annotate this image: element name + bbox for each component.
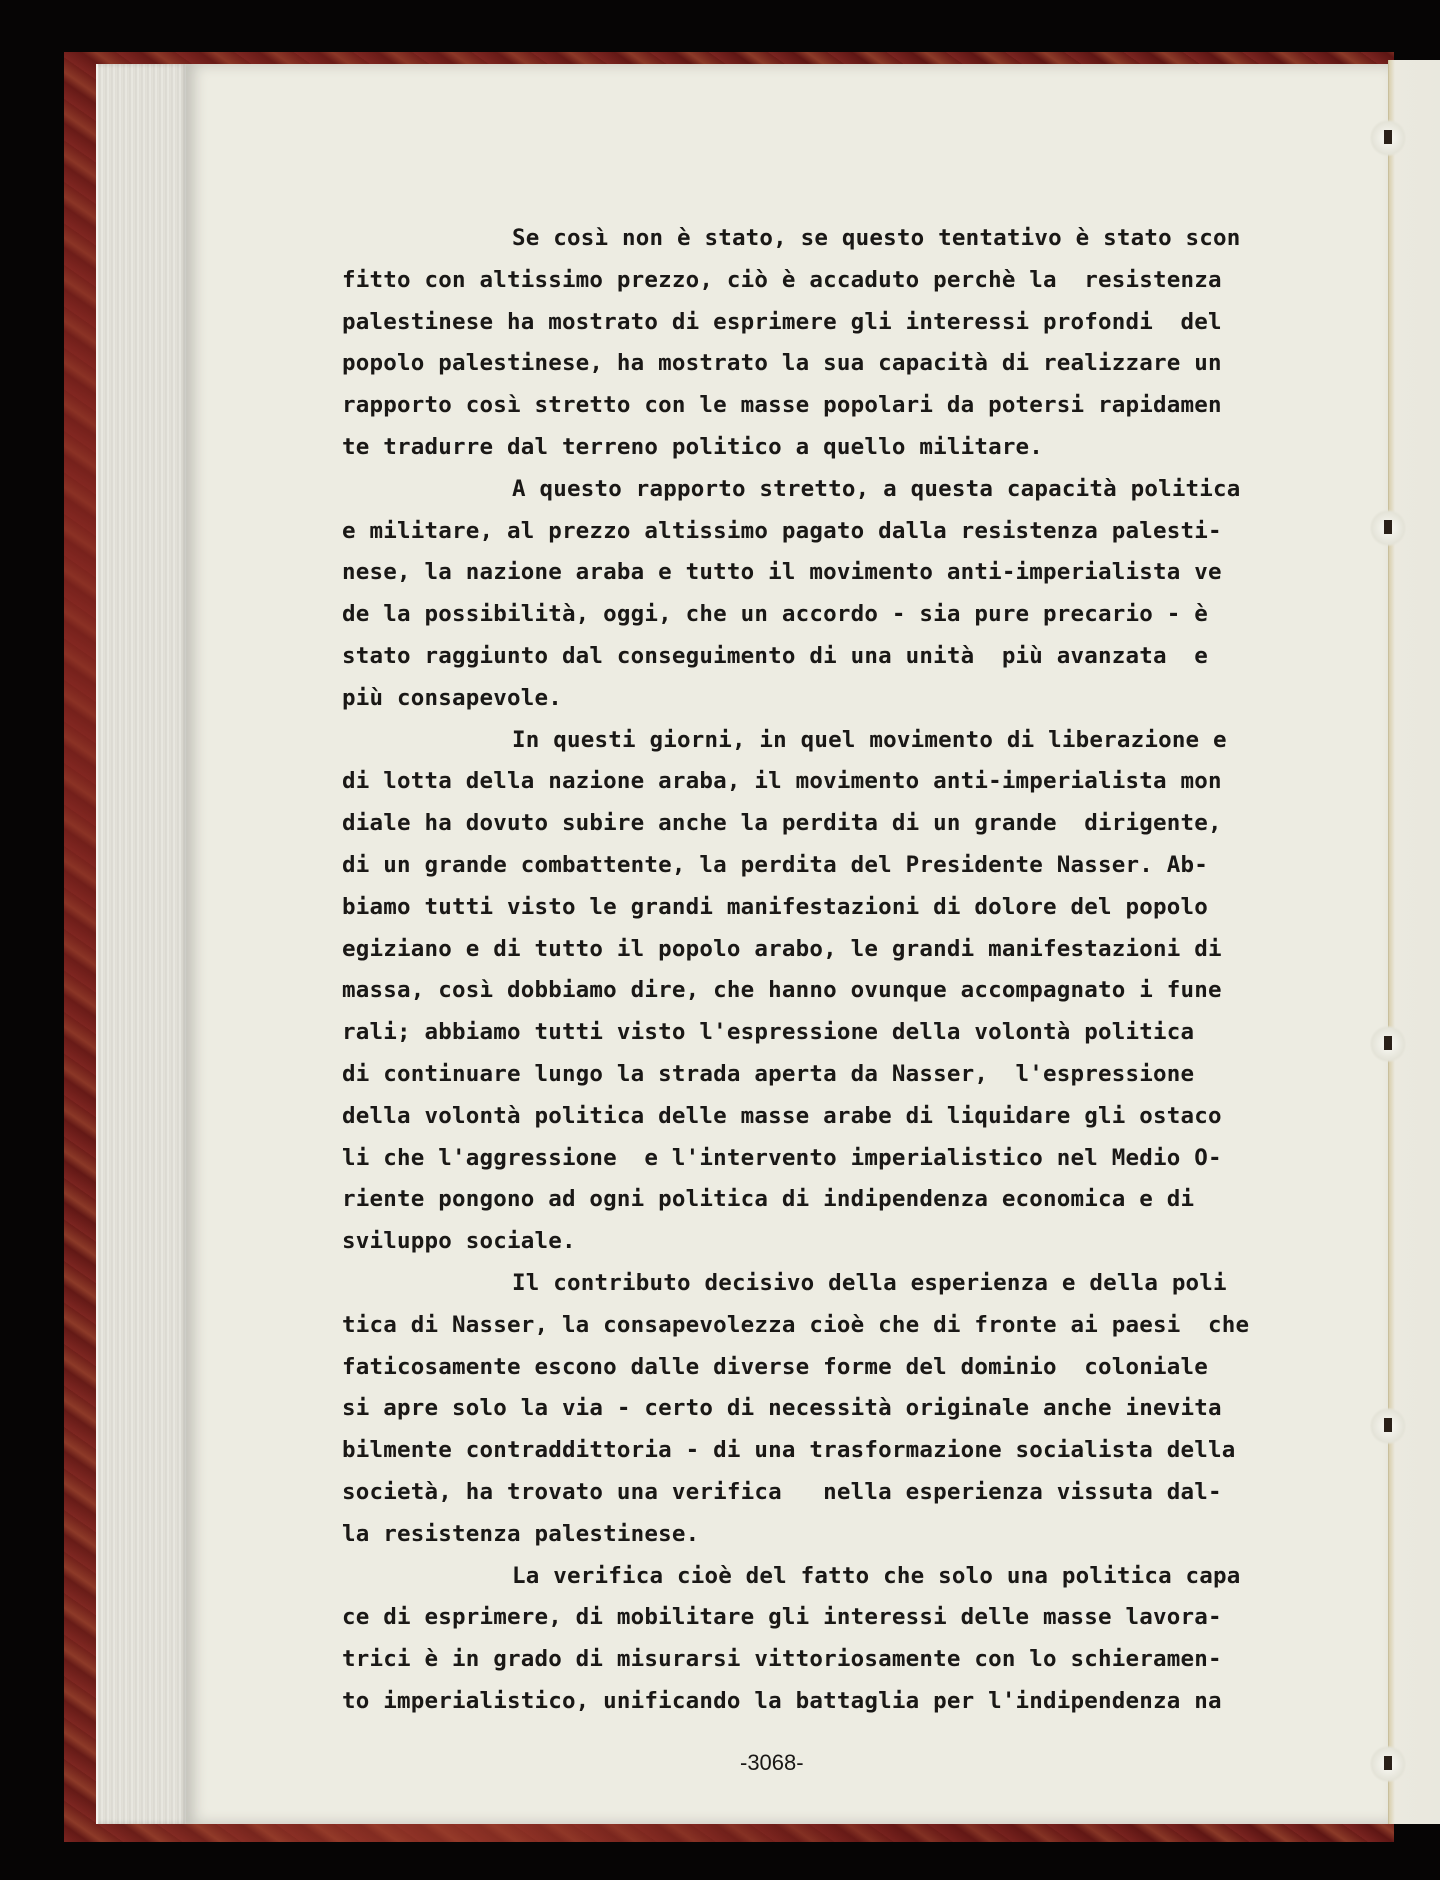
- text-line: si apre solo la via - certo di necessità originale anche inevita: [342, 1395, 1222, 1422]
- text-line: Il contributo decisivo della esperienza e della poli: [512, 1269, 1227, 1296]
- text-line: tica di Nasser, la consapevolezza cioè che di fronte ai paesi che: [342, 1311, 1250, 1338]
- text-line: società, ha trovato una verifica nella esperienza vissuta dal-: [342, 1478, 1222, 1505]
- page-edges: [96, 64, 188, 1824]
- text-line: faticosamente escono dalle diverse forme del dominio coloniale: [342, 1353, 1209, 1380]
- text-line: diale ha dovuto subire anche la perdita di un grande dirigente,: [342, 810, 1222, 837]
- text-line: palestinese ha mostrato di esprimere gli interessi profondi del: [342, 308, 1222, 335]
- text-line: rapporto così stretto con le masse popolari da potersi rapidamen: [342, 392, 1222, 419]
- text-line: li che l'aggressione e l'intervento imperialistico nel Medio O-: [342, 1144, 1222, 1171]
- text-line: La verifica cioè del fatto che solo una politica capa: [512, 1562, 1241, 1589]
- text-line: A questo rapporto stretto, a questa capacità politica: [512, 475, 1241, 502]
- text-line: rali; abbiamo tutti visto l'espressione della volontà politica: [342, 1019, 1195, 1046]
- binding-hole-icon: [1370, 118, 1406, 158]
- text-line: ce di esprimere, di mobilitare gli interessi delle masse lavora-: [342, 1604, 1222, 1631]
- binding-hole-icon: [1370, 508, 1406, 548]
- text-line: riente pongono ad ogni politica di indipendenza economica e di: [342, 1186, 1195, 1213]
- paragraph-3: [342, 720, 1292, 1263]
- binding-hole-icon: [1370, 1406, 1406, 1446]
- text-line: Se così non è stato, se questo tentativo è stato scon: [512, 225, 1241, 251]
- text-line: egiziano e di tutto il popolo arabo, le grandi manifestazioni di: [342, 935, 1222, 962]
- text-line: fitto con altissimo prezzo, ciò è accaduto perchè la resistenza: [342, 266, 1222, 293]
- text-line: di un grande combattente, la perdita del Presidente Nasser. Ab-: [342, 851, 1209, 878]
- text-line: popolo palestinese, ha mostrato la sua capacità di realizzare un: [342, 350, 1222, 377]
- text-line: massa, così dobbiamo dire, che hanno ovunque accompagnato i fune: [342, 977, 1222, 1004]
- text-line: sviluppo sociale.: [342, 1228, 576, 1255]
- page-number: -3068-: [740, 1750, 804, 1775]
- text-line: la resistenza palestinese.: [342, 1520, 700, 1547]
- text-line: più consapevole.: [342, 684, 562, 711]
- binding-hole-icon: [1370, 1744, 1406, 1784]
- text-line: to imperialistico, unificando la battaglia per l'indipendenza na: [342, 1687, 1222, 1714]
- text-line: di lotta della nazione araba, il movimento anti-imperialista mon: [342, 768, 1222, 795]
- text-line: stato raggiunto dal conseguimento di una unità più avanzata e: [342, 642, 1209, 669]
- text-line: bilmente contraddittoria - di una trasformazione socialista della: [342, 1437, 1236, 1464]
- text-line: nese, la nazione araba e tutto il movimento anti-imperialista ve: [342, 559, 1222, 586]
- text-line: di continuare lungo la strada aperta da Nasser, l'espressione: [342, 1060, 1195, 1087]
- paragraph-5: [342, 1556, 1292, 1723]
- paragraph-4: [342, 1263, 1292, 1556]
- text-line: e militare, al prezzo altissimo pagato dalla resistenza palesti-: [342, 517, 1222, 544]
- paragraph-1: [342, 218, 1292, 469]
- body-text: [342, 218, 1292, 1723]
- text-line: te tradurre dal terreno politico a quello militare.: [342, 433, 1044, 460]
- text-line: de la possibilità, oggi, che un accordo - sia pure precario - è: [342, 601, 1209, 628]
- binding-hole-icon: [1370, 1024, 1406, 1064]
- facing-page-edge: [1388, 60, 1440, 1824]
- text-line: In questi giorni, in quel movimento di liberazione e: [512, 726, 1227, 753]
- text-line: della volontà politica delle masse arabe di liquidare gli ostaco: [342, 1102, 1222, 1129]
- paragraph-2: [342, 469, 1292, 720]
- text-line: biamo tutti visto le grandi manifestazioni di dolore del popolo: [342, 893, 1209, 920]
- text-line: trici è in grado di misurarsi vittoriosamente con lo schieramen-: [342, 1646, 1222, 1673]
